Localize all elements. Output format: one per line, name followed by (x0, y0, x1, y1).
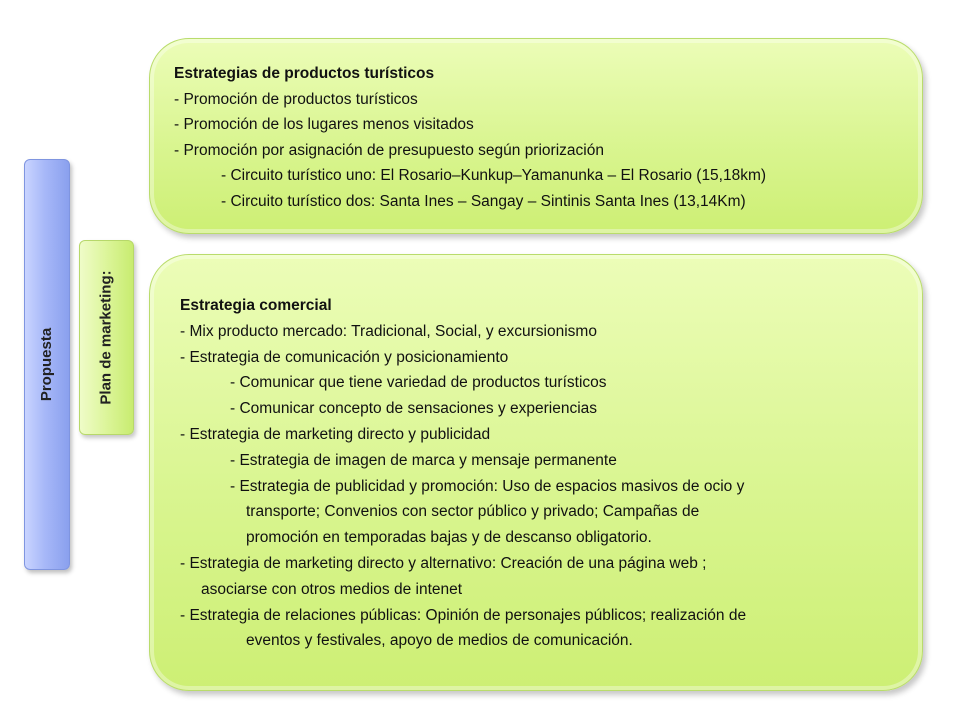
comercial-line-7: - Estrategia de publicidad y promoción: Uso de espacios masivos de ocio y (230, 477, 745, 495)
productos-line-2: - Promoción de los lugares menos visitados (174, 116, 474, 133)
productos-line-4: - Circuito turístico uno: El Rosario–Kunkup–Yamanunka – El Rosario (15,18km) (221, 167, 767, 184)
comercial-line-1: - Mix producto mercado: Tradicional, Social, y excursionismo (180, 322, 597, 340)
comercial-line-3: - Comunicar que tiene variedad de productos turísticos (230, 374, 607, 392)
comercial-line-2: - Estrategia de comunicación y posicionamiento (180, 348, 509, 366)
propuesta-label: Propuesta (38, 327, 56, 402)
comercial-line-8: transporte; Convenios con sector público y privado; Campañas de (246, 503, 700, 521)
comercial-line-4: - Comunicar concepto de sensaciones y experiencias (230, 400, 598, 418)
comercial-title: Estrategia comercial (180, 297, 332, 314)
comercial-line-9: promoción en temporadas bajas y de descanso obligatorio. (246, 529, 652, 547)
plan-marketing-bar (79, 240, 134, 435)
comercial-line-6: - Estrategia de imagen de marca y mensaje permanente (230, 451, 617, 469)
plan-marketing-label: Plan de marketing: (98, 270, 116, 405)
productos-title: Estrategias de productos turísticos (174, 65, 435, 82)
productos-turisticos-box (149, 38, 923, 234)
comercial-line-11: asociarse con otros medios de intenet (201, 580, 463, 598)
propuesta-bar (24, 159, 70, 570)
productos-line-1: - Promoción de productos turísticos (174, 90, 418, 108)
comercial-line-10: - Estrategia de marketing directo y alternativo: Creación de una página web ; (180, 554, 707, 572)
estrategia-comercial-box (149, 254, 923, 691)
productos-line-5: - Circuito turístico dos: Santa Ines – Sangay – Sintinis Santa Ines (13,14Km) (221, 192, 746, 210)
comercial-line-13: eventos y festivales, apoyo de medios de comunicación. (246, 632, 633, 650)
comercial-line-5: - Estrategia de marketing directo y publicidad (180, 425, 491, 443)
comercial-line-12: - Estrategia de relaciones públicas: Opinión de personajes públicos; realización de (180, 606, 747, 624)
productos-line-3: - Promoción por asignación de presupuesto según priorización (174, 141, 604, 159)
